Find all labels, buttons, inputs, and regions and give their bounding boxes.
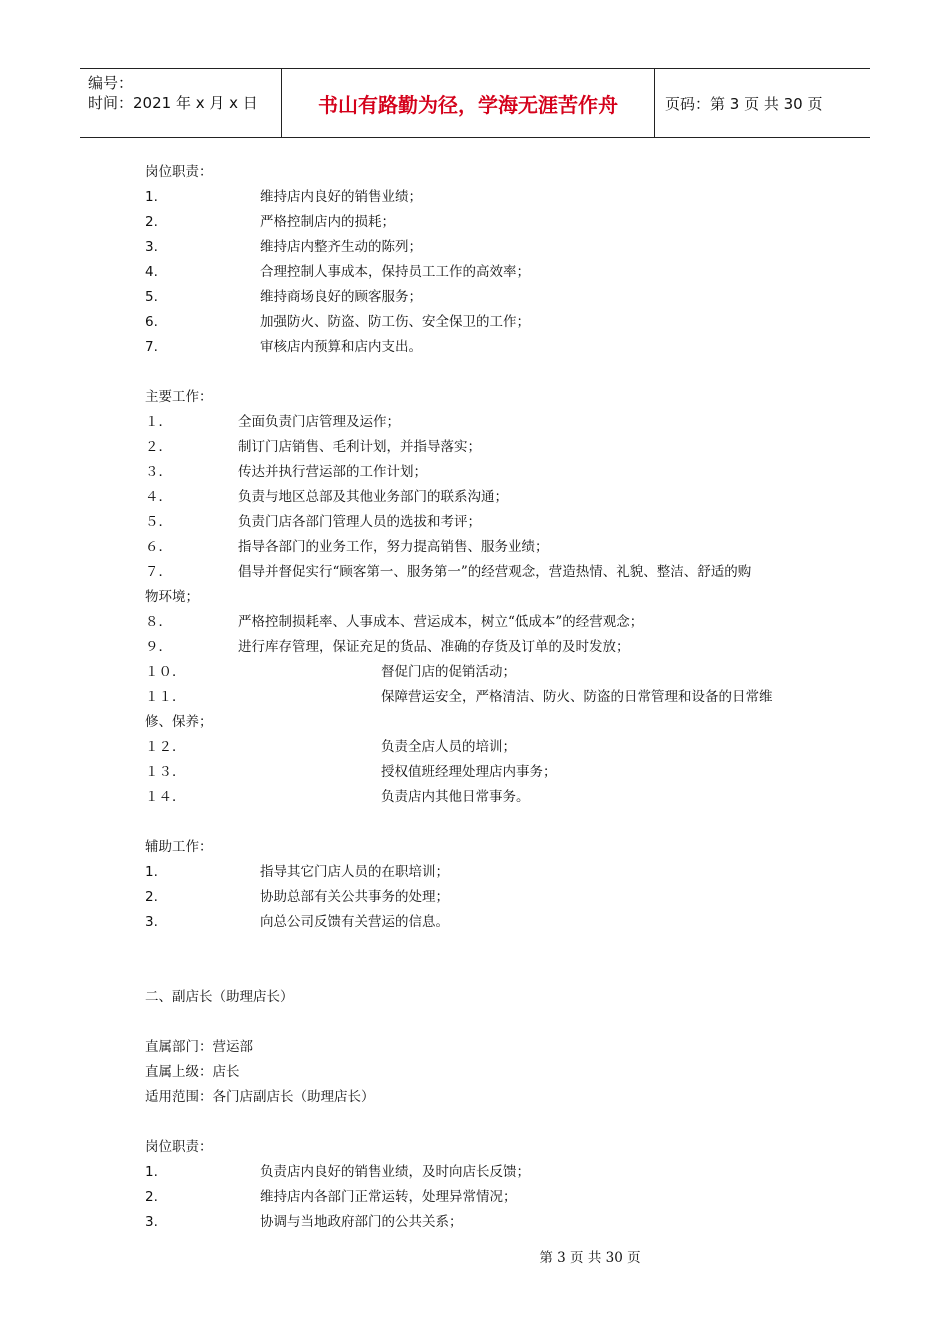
list-item (145, 885, 825, 910)
item-number: ６． (145, 539, 172, 555)
list-item (145, 760, 825, 785)
list-item (145, 335, 825, 360)
item-number: １０． (145, 664, 186, 680)
item-number: 2. (145, 1189, 158, 1205)
list-item (145, 510, 825, 535)
list-item (145, 210, 825, 235)
item-number: ９． (145, 639, 172, 655)
item-text: 负责店内良好的销售业绩，及时向店长反馈； (260, 1164, 530, 1180)
item-number: 3. (145, 239, 158, 255)
item-text: 维持店内良好的销售业绩； (260, 189, 422, 205)
list-item (145, 235, 825, 260)
item-number: １３． (145, 764, 186, 780)
item-number: 1. (145, 1164, 158, 1180)
item-text: 传达并执行营运部的工作计划； (238, 464, 427, 480)
direct-superior: 直属上级：店长 (145, 1064, 240, 1080)
item-text: 加强防火、防盗、防工伤、安全保卫的工作； (260, 314, 530, 330)
item-text: 向总公司反馈有关营运的信息。 (260, 914, 449, 930)
item-text: 指导其它门店人员的在职培训； (260, 864, 449, 880)
list-item (145, 185, 825, 210)
item-text: 指导各部门的业务工作，努力提高销售、服务业绩； (238, 539, 549, 555)
item-number: 2. (145, 214, 158, 230)
header-motto: 书山有路勤为径，学海无涯苦作舟 (282, 69, 655, 137)
item-number: ２． (145, 439, 172, 455)
item-number: 5. (145, 289, 158, 305)
item-number: ５． (145, 514, 172, 530)
list-item (145, 410, 825, 435)
list-item (145, 785, 825, 810)
item-text: 督促门店的促销活动； (381, 664, 516, 680)
section-title-aux-work: 辅助工作： (145, 839, 213, 855)
list-item (145, 735, 825, 760)
list-item (145, 485, 825, 510)
item-text: 进行库存管理，保证充足的货品、准确的存货及订单的及时发放； (238, 639, 630, 655)
item-number: １４． (145, 789, 186, 805)
serial-label: 编号： (88, 74, 134, 92)
item-text: 全面负责门店管理及运作； (238, 414, 400, 430)
item-text-continuation: 物环境； (145, 589, 199, 605)
aux-work-list (145, 860, 825, 935)
item-text: 合理控制人事成本，保持员工工作的高效率； (260, 264, 530, 280)
item-text: 倡导并督促实行“顾客第一、服务第一”的经营观念，营造热情、礼貌、整洁、舒适的购 (238, 564, 752, 580)
header-meta (80, 69, 282, 137)
item-number: ７． (145, 564, 172, 580)
item-text: 协助总部有关公共事务的处理； (260, 889, 449, 905)
item-text: 制订门店销售、毛利计划，并指导落实； (238, 439, 481, 455)
item-number: ８． (145, 614, 172, 630)
applicable-scope: 适用范围：各门店副店长（助理店长） (145, 1089, 375, 1105)
duties-list (145, 185, 825, 360)
list-item (145, 435, 825, 460)
item-text: 维持店内各部门正常运转，处理异常情况； (260, 1189, 517, 1205)
document-body (145, 160, 825, 1235)
date-label: 时间：2021 年 x 月 x 日 (88, 94, 258, 112)
item-number: 2. (145, 889, 158, 905)
item-number: ４． (145, 489, 172, 505)
header-page-info: 页码：第 3 页 共 30 页 (665, 94, 823, 113)
list-item (145, 285, 825, 310)
item-number: 7. (145, 339, 158, 355)
item-number: １２． (145, 739, 186, 755)
list-item (145, 260, 825, 285)
section-title-main-work: 主要工作： (145, 389, 213, 405)
item-number: １． (145, 414, 172, 430)
main-work-list (145, 410, 825, 810)
item-text: 严格控制损耗率、人事成本、营运成本，树立“低成本”的经营观念； (238, 614, 644, 630)
direct-department: 直属部门：营运部 (145, 1039, 253, 1055)
list-item (145, 685, 825, 710)
item-number: ３． (145, 464, 172, 480)
list-item (145, 660, 825, 685)
page-header (80, 68, 870, 138)
list-item (145, 635, 825, 660)
item-number: 3. (145, 1214, 158, 1230)
item-number: 4. (145, 264, 158, 280)
list-item (145, 460, 825, 485)
list-item (145, 610, 825, 635)
item-text: 授权值班经理处理店内事务； (381, 764, 557, 780)
item-text: 负责全店人员的培训； (381, 739, 516, 755)
deputy-heading: 二、副店长（助理店长） (145, 989, 294, 1005)
item-number: 3. (145, 914, 158, 930)
list-item (145, 1160, 825, 1185)
item-number: 1. (145, 189, 158, 205)
item-text-continuation: 修、保养； (145, 714, 213, 730)
list-item (145, 860, 825, 885)
list-item (145, 1210, 825, 1235)
section-title-duties: 岗位职责： (145, 164, 213, 180)
item-text: 严格控制店内的损耗； (260, 214, 395, 230)
deputy-duties-list (145, 1160, 825, 1235)
item-text: 维持商场良好的顾客服务； (260, 289, 422, 305)
list-item (145, 1185, 825, 1210)
list-item (145, 535, 825, 560)
item-text: 维持店内整齐生动的陈列； (260, 239, 422, 255)
item-text: 负责与地区总部及其他业务部门的联系沟通； (238, 489, 508, 505)
item-text: 保障营运安全，严格清洁、防火、防盗的日常管理和设备的日常维 (381, 689, 773, 705)
item-number: 6. (145, 314, 158, 330)
item-text: 审核店内预算和店内支出。 (260, 339, 422, 355)
item-number: 1. (145, 864, 158, 880)
item-text: 协调与当地政府部门的公共关系； (260, 1214, 463, 1230)
section-title-deputy-duties: 岗位职责： (145, 1139, 213, 1155)
list-item (145, 310, 825, 335)
item-text: 负责店内其他日常事务。 (381, 789, 530, 805)
item-text: 负责门店各部门管理人员的选拔和考评； (238, 514, 481, 530)
item-number: １１． (145, 689, 186, 705)
page-footer: 第 3 页 共 30 页 (539, 1250, 641, 1266)
list-item (145, 560, 825, 585)
list-item (145, 910, 825, 935)
